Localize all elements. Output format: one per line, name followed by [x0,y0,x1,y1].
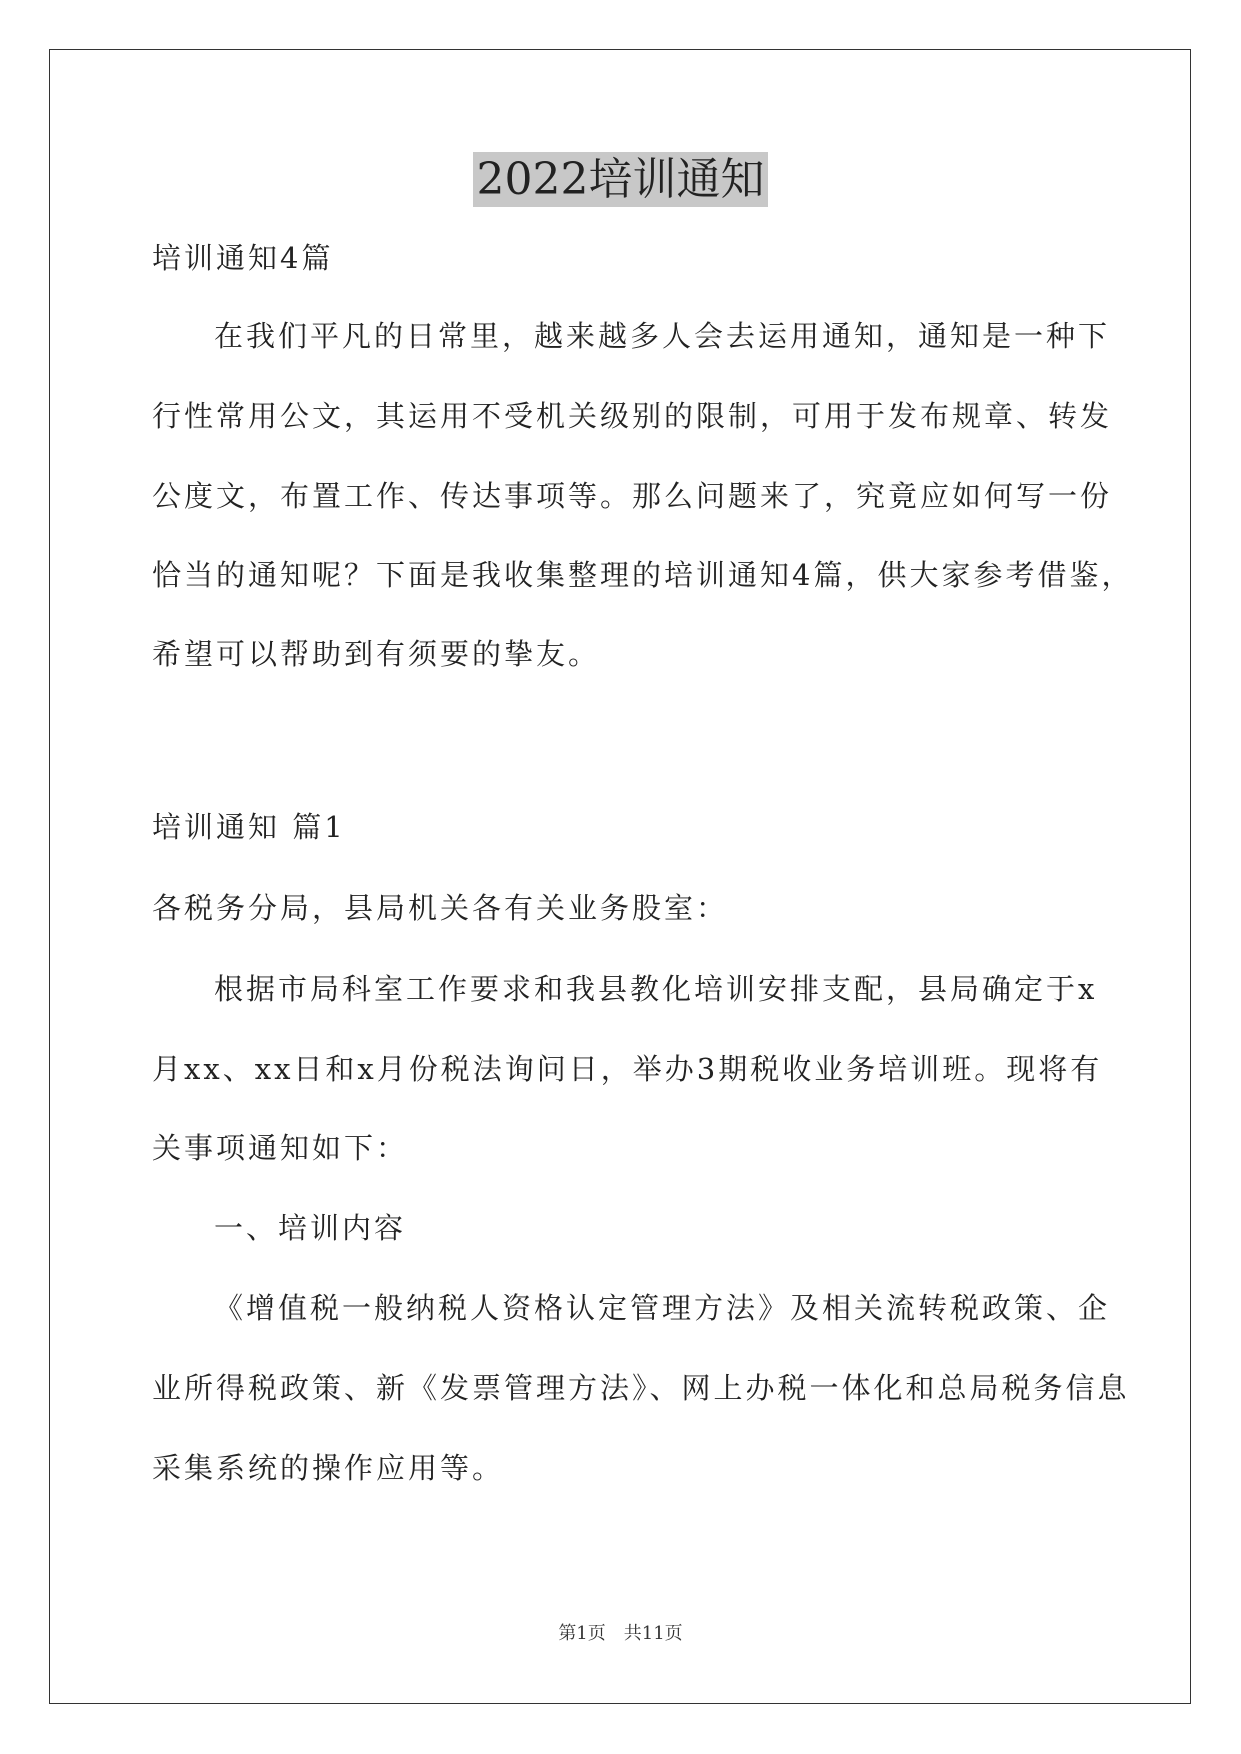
section-heading: 培训通知 篇1 [152,810,346,844]
body-line-1: 根据市局科室工作要求和我县教化培训安排支配，县局确定于x [214,972,1098,1006]
item-heading: 一、培训内容 [214,1211,407,1245]
document-title-text: 2022培训通知 [473,152,769,207]
intro-line-5: 希望可以帮助到有须要的挚友。 [152,637,601,671]
item-line-3: 采集系统的操作应用等。 [152,1451,505,1485]
intro-line-1: 在我们平凡的日常里，越来越多人会去运用通知，通知是一种下 [214,319,1111,353]
body-line-2: 月xx、xx日和x月份税法询问日，举办3期税收业务培训班。现将有 [152,1052,1103,1086]
intro-line-3: 公度文，布置工作、传达事项等。那么问题来了，究竟应如何写一份 [152,479,1113,513]
intro-line-4: 恰当的通知呢？下面是我收集整理的培训通知4篇，供大家参考借鉴， [152,558,1134,592]
document-subtitle: 培训通知4篇 [152,241,334,275]
body-line-3: 关事项通知如下： [152,1131,409,1165]
page-number: 第1页 共11页 [558,1623,683,1644]
document-title [0,150,1241,210]
intro-line-2: 行性常用公文，其运用不受机关级别的限制，可用于发布规章、转发 [152,399,1113,433]
item-line-1: 《增值税一般纳税人资格认定管理方法》及相关流转税政策、企 [214,1291,1111,1325]
salutation: 各税务分局，县局机关各有关业务股室： [152,891,729,925]
item-line-2: 业所得税政策、新《发票管理方法》、网上办税一体化和总局税务信息 [152,1371,1130,1405]
